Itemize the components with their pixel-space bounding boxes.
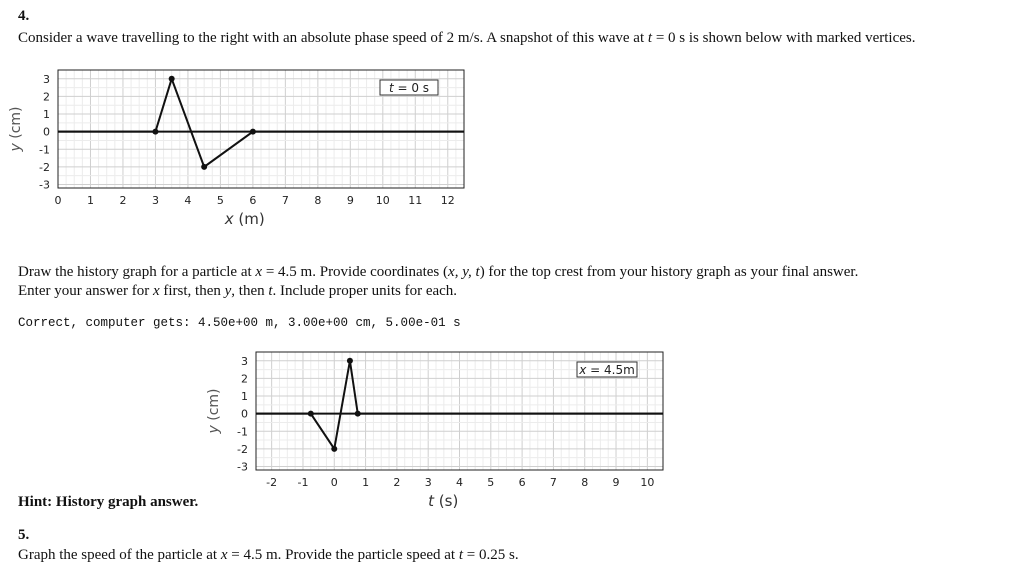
history-chart	[200, 345, 680, 515]
y-tick-label: 2	[241, 372, 248, 386]
q5-text-a: Graph the speed of the particle at	[18, 547, 221, 563]
y-tick-label: 1	[43, 108, 50, 122]
x-tick-label: 5	[216, 194, 224, 207]
hint-link[interactable]: Hint: History graph answer.	[18, 494, 199, 510]
x-tick-label: 8	[581, 476, 589, 489]
snapshot-chart	[0, 62, 520, 232]
prompt-text-a: Consider a wave travelling to the right with an absolute phase speed of 2 m/s. A snapshot of this wave at	[18, 30, 648, 46]
x-axis-label: x (m)	[224, 210, 265, 228]
y-axis-label: y (cm)	[8, 106, 24, 152]
x-tick-label: 9	[612, 476, 620, 489]
x-tick-label: 6	[249, 194, 257, 207]
vertex-point	[308, 411, 314, 417]
enter-var-x: x	[152, 283, 160, 299]
y-tick-label: -3	[237, 460, 248, 474]
y-tick-label: -3	[39, 178, 50, 192]
draw-instruction	[18, 263, 858, 282]
x-tick-label: 2	[119, 194, 127, 207]
annotation-text: t = 0 s	[388, 81, 430, 95]
x-tick-label: 12	[440, 194, 455, 207]
y-tick-label: 0	[43, 125, 50, 139]
draw-var-xyt: x, y, t	[448, 264, 480, 280]
draw-var-x: x	[255, 264, 263, 280]
y-tick-label: 1	[241, 390, 248, 404]
q5-text-c: = 0.25 s.	[463, 547, 519, 563]
x-tick-label: 0	[54, 194, 62, 207]
x-tick-label: 8	[314, 194, 322, 207]
x-tick-label: 7	[549, 476, 557, 489]
enter-text-c: , then	[231, 283, 269, 299]
prompt-text-b: = 0 s is shown below with marked vertices.	[652, 30, 916, 46]
y-tick-label: -2	[237, 442, 248, 456]
y-tick-label: -1	[39, 143, 50, 157]
vertex-point	[152, 129, 158, 135]
vertex-point	[331, 446, 337, 452]
q5-text-b: = 4.5 m. Provide the particle speed at	[227, 547, 459, 563]
x-tick-label: 3	[151, 194, 159, 207]
y-axis-label: y (cm)	[206, 388, 222, 434]
x-tick-label: 10	[640, 476, 655, 489]
x-axis-label: t (s)	[428, 492, 459, 510]
q5-var-x: x	[220, 547, 228, 563]
vertex-point	[355, 411, 361, 417]
feedback-text: Correct, computer gets: 4.50e+00 m, 3.00e+00 cm, 5.00e-01 s	[18, 316, 461, 330]
vertex-point	[169, 76, 175, 82]
y-tick-label: 2	[43, 90, 50, 104]
x-tick-label: 0	[330, 476, 338, 489]
x-tick-label: 11	[408, 194, 423, 207]
y-tick-label: -1	[237, 425, 248, 439]
vertex-point	[201, 164, 207, 170]
enter-text-a: Enter your answer for	[18, 283, 153, 299]
enter-text-b: first, then	[159, 283, 225, 299]
draw-text-a: Draw the history graph for a particle at	[18, 264, 256, 280]
x-tick-label: 1	[86, 194, 94, 207]
y-tick-label: -2	[39, 160, 50, 174]
x-tick-label: 4	[456, 476, 463, 489]
q5-var-t: t	[458, 547, 464, 563]
annotation-text: x = 4.5m	[579, 363, 635, 377]
enter-instruction	[18, 282, 457, 301]
vertex-point	[250, 129, 256, 135]
y-tick-label: 0	[241, 407, 248, 421]
prompt-var-t: t	[647, 30, 653, 46]
x-tick-label: -1	[297, 476, 309, 489]
y-tick-label: 3	[241, 354, 248, 368]
x-tick-label: 10	[375, 194, 390, 207]
question-5-prompt	[18, 546, 519, 565]
draw-text-b: = 4.5 m. Provide coordinates (	[262, 264, 449, 280]
vertex-point	[347, 358, 353, 364]
x-tick-label: 3	[424, 476, 432, 489]
y-tick-label: 3	[43, 72, 50, 86]
x-tick-label: 7	[281, 194, 289, 207]
question-4-number: 4.	[18, 8, 30, 24]
x-tick-label: 1	[362, 476, 370, 489]
enter-var-t: t	[268, 283, 273, 299]
x-tick-label: 6	[518, 476, 526, 489]
x-tick-label: 4	[184, 194, 192, 207]
question-5-number: 5.	[18, 527, 30, 543]
question-4-prompt	[18, 29, 915, 48]
enter-text-d: . Include proper units for each.	[272, 283, 458, 299]
x-tick-label: 9	[346, 194, 354, 207]
enter-var-y: y	[224, 283, 232, 299]
x-tick-label: -2	[266, 476, 278, 489]
x-tick-label: 5	[487, 476, 495, 489]
x-tick-label: 2	[393, 476, 401, 489]
draw-text-c: ) for the top crest from your history graph as your final answer.	[479, 264, 859, 280]
